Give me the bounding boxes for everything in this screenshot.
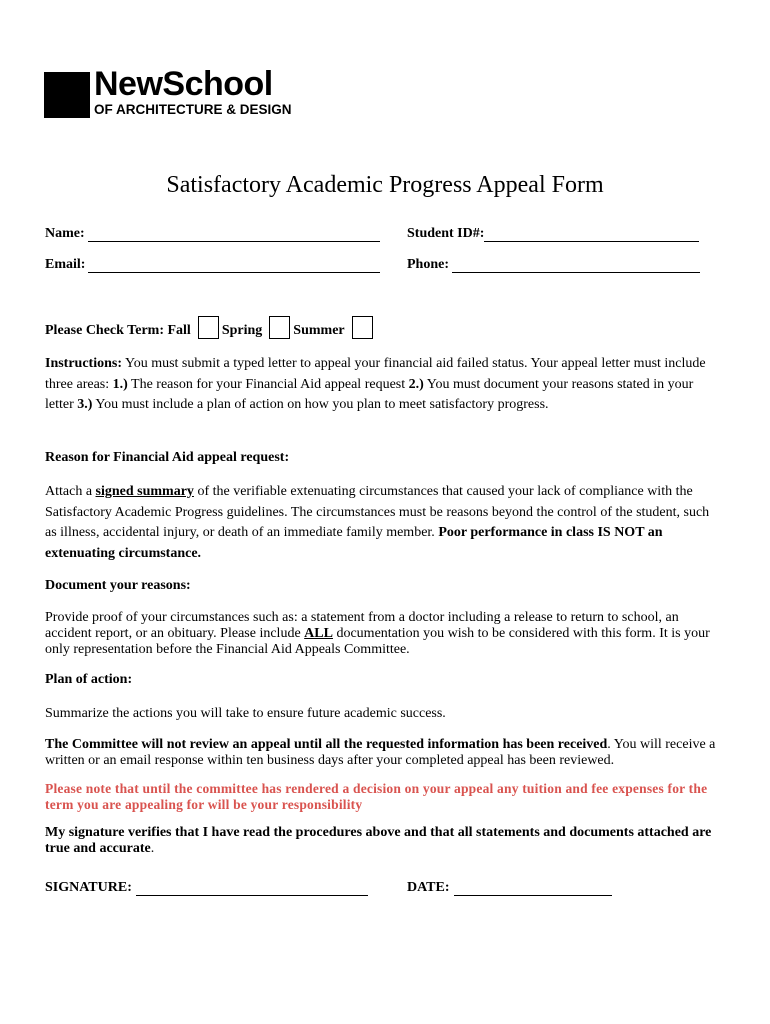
verification-bold: My signature verifies that I have read the procedures above and that all statements and documents attached are true and accurate <box>45 825 712 856</box>
logo-mark <box>44 72 90 118</box>
committee-paragraph <box>45 737 720 769</box>
document-emphasis: ALL <box>304 626 333 641</box>
document-paragraph <box>45 610 720 658</box>
logo-name: NewSchool <box>94 65 273 103</box>
reason-text: of the verifiable extenuating circumstances that caused your lack of compliance with the Satisfactory Academic Progress guidelines. The circumstances must be reasons beyond the control of the student, such as illness, accidental injury, or death of an immediate family member. <box>45 484 710 540</box>
term-summer-checkbox[interactable] <box>352 316 373 339</box>
instructions-paragraph <box>45 354 720 416</box>
email-field[interactable] <box>45 257 380 273</box>
phone-input-line[interactable] <box>452 258 700 273</box>
responsibility-warning: Please note that until the committee has rendered a decision on your appeal any tuition and fee expenses for the term you are appealing for will be your responsibility <box>45 781 708 812</box>
reason-bold-note: Poor performance in class IS NOT an extenuating circumstance. <box>45 525 663 561</box>
phone-field[interactable] <box>407 257 700 273</box>
date-label: DATE: <box>407 880 450 895</box>
plan-heading: Plan of action: <box>45 672 133 687</box>
term-spring-checkbox[interactable] <box>269 316 290 339</box>
phone-label: Phone: <box>407 257 449 272</box>
plan-paragraph: Summarize the actions you will take to ensure future academic success. <box>45 706 446 721</box>
student-id-field[interactable] <box>407 226 699 242</box>
document-text: Provide proof of your circumstances such as: a statement from a doctor including a release to return to school, an accident report, or an obituary. Please include <box>45 610 679 641</box>
date-line[interactable] <box>454 881 612 896</box>
instructions-number: 1.) <box>112 376 128 392</box>
email-label: Email: <box>45 257 86 272</box>
document-heading: Document your reasons: <box>45 578 191 593</box>
reason-paragraph <box>45 482 720 564</box>
committee-bold: The Committee will not review an appeal until all the requested information has been received <box>45 737 608 752</box>
term-fall-checkbox[interactable] <box>198 316 219 339</box>
verification-end: . <box>150 841 155 856</box>
signature-field[interactable] <box>45 880 368 896</box>
term-option-summer-label: Summer <box>293 323 345 338</box>
form-title: Satisfactory Academic Progress Appeal Form <box>166 172 604 198</box>
instructions-text: The reason for your Financial Aid appeal request <box>127 376 409 392</box>
date-field[interactable] <box>407 880 612 896</box>
signature-label: SIGNATURE: <box>45 880 132 895</box>
email-input-line[interactable] <box>88 258 380 273</box>
term-selection <box>45 316 376 339</box>
name-label: Name: <box>45 226 85 241</box>
instructions-text: You must document your reasons stated in your letter <box>45 376 694 412</box>
term-option-spring-label: Spring <box>221 323 263 338</box>
name-input-line[interactable] <box>88 227 380 242</box>
term-option-fall-label: Fall <box>167 323 191 338</box>
document-text: documentation you wish to be considered with this form. It is your only representation before the Financial Aid Appeals Committee. <box>45 626 710 657</box>
student-id-input-line[interactable] <box>484 227 699 242</box>
instructions-number: 3.) <box>77 397 93 412</box>
reason-text: Attach a <box>45 484 96 499</box>
instructions-lead: Instructions: <box>45 356 123 371</box>
term-label: Please Check Term: <box>45 323 164 338</box>
committee-text: . You will receive a written or an email response within ten business days after your completed appeal has been reviewed. <box>45 737 716 768</box>
instructions-number: 2.) <box>408 376 424 392</box>
signature-line[interactable] <box>136 881 368 896</box>
reason-heading: Reason for Financial Aid appeal request: <box>45 450 290 465</box>
instructions-text: You must include a plan of action on how you plan to meet satisfactory progress. <box>92 397 549 412</box>
instructions-text: You must submit a typed letter to appeal your financial aid failed status. Your appeal letter must include three areas: <box>45 356 706 392</box>
logo-subtitle: OF ARCHITECTURE & DESIGN <box>94 102 292 117</box>
verification-statement <box>45 825 725 857</box>
reason-emphasis: signed summary <box>95 484 194 499</box>
student-id-label: Student ID#: <box>407 226 485 241</box>
name-field[interactable] <box>45 226 380 242</box>
